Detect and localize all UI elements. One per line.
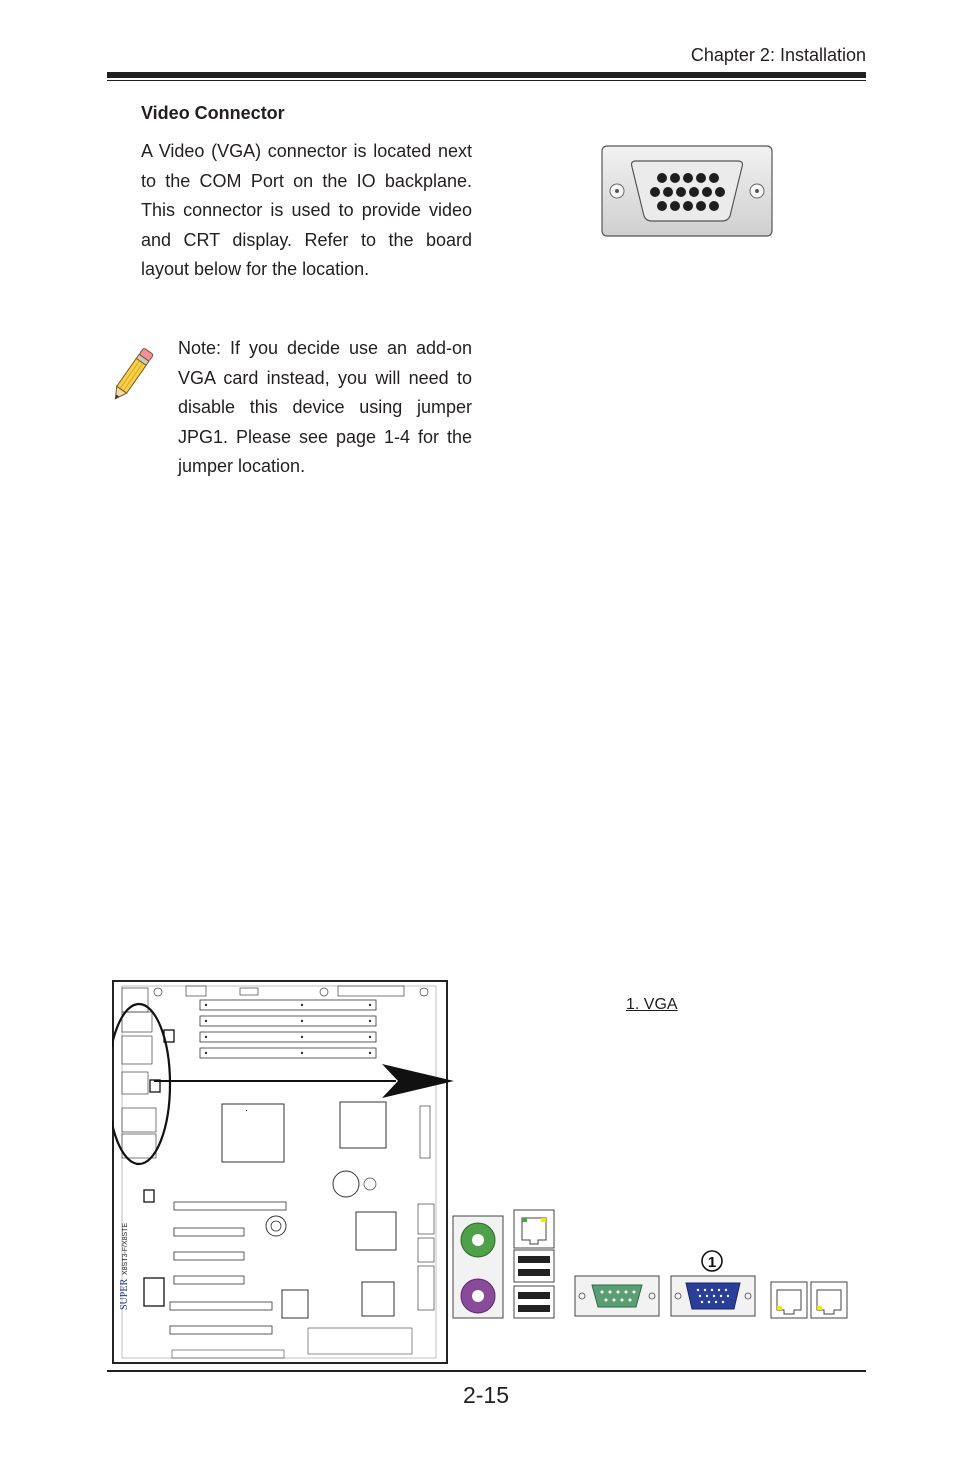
- note-paragraph: Note: If you decide use an add-on VGA card instead, you will need to disable this device using jumper JPG1. Please see page 1-4 for the jumper location.: [178, 338, 472, 476]
- vga-legend-label: 1. VGA: [626, 996, 678, 1013]
- pencil-icon: [104, 344, 160, 406]
- section-title: Video Connector: [141, 103, 285, 123]
- io-backpanel: [450, 1206, 854, 1322]
- header-rule-thick: [107, 72, 866, 78]
- motherboard-layout: [112, 980, 448, 1364]
- footer-rule: [107, 1370, 866, 1372]
- header-rule-thin: [107, 80, 866, 81]
- lan-ports: [771, 1282, 847, 1318]
- com-port: [592, 1285, 642, 1307]
- chapter-header: Chapter 2: Installation: [690, 45, 866, 65]
- board-model: X8ST3-F/X8STE: [122, 1222, 129, 1275]
- board-logo: SUPER: [119, 1278, 130, 1310]
- body-paragraph: A Video (VGA) connector is located next to the COM Port on the IO backplane. This connector is used to provide video and CRT display. Refer to the board layout below for the location.: [141, 141, 472, 279]
- vga-connector-figure: [600, 144, 774, 238]
- pointer-arrow: [150, 1060, 456, 1100]
- page-number: 2-15: [462, 1382, 510, 1408]
- vga-callout-number: 1: [707, 1254, 717, 1271]
